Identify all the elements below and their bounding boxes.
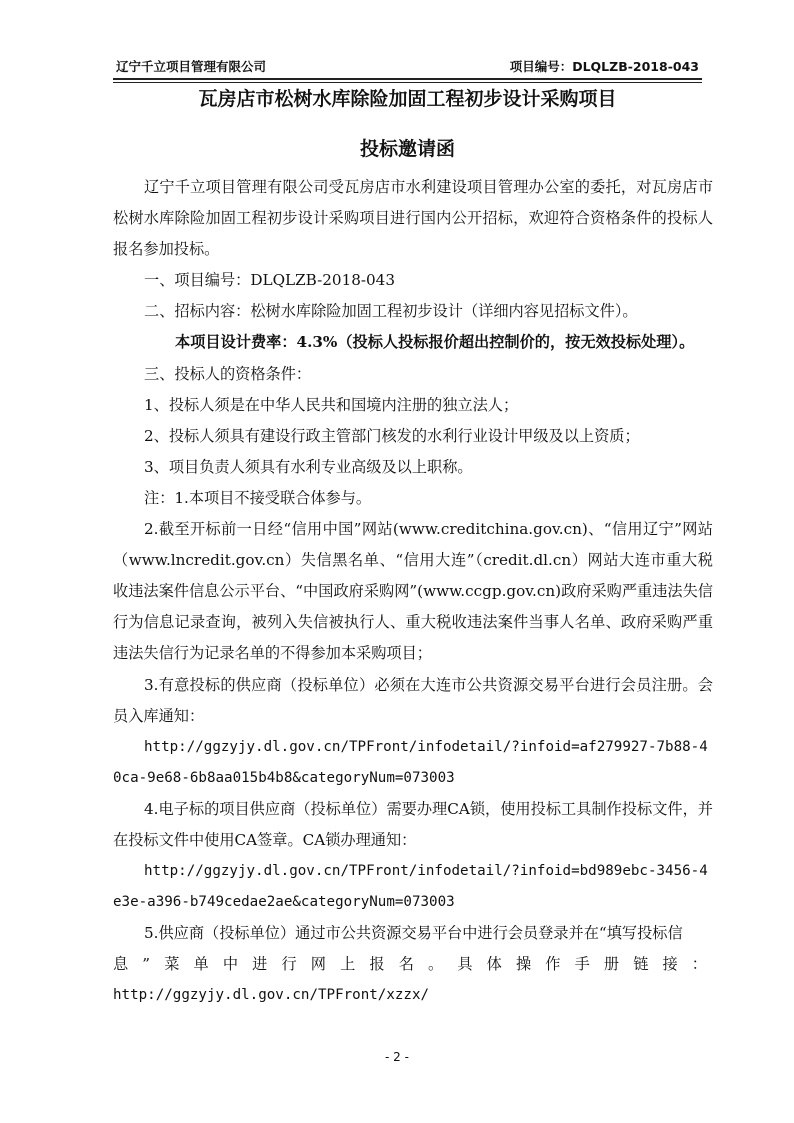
- document-body: [113, 172, 713, 1012]
- note-5-line-1: 5.供应商（投标单位）通过市公共资源交易平台中进行会员登录并在“填写投标信: [144, 924, 683, 943]
- note-1: 注：1.本项目不接受联合体参与。: [144, 488, 372, 507]
- item-project-no: 一、项目编号：DLQLZB-2018-043: [144, 271, 396, 290]
- note-2: 2.截至开标前一日经“信用中国”网站(www.creditchina.gov.cn)、“信用辽宁”网站（www.lncredit.gov.cn）失信黑名单、“信用大连”（credit.dl.cn）网站大连市重大税收违法案件信息公示平台、“中国政府采购网”(www.ccgp.gov.cn)政府采购严重违法失信行为信息记录查询，被列入失信被执行人、重大税收违法案件当事人名单、政府采购严重违法失信行为记录名单的不得参加本采购项目；: [113, 520, 713, 663]
- header-company: 辽宁千立项目管理有限公司: [116, 59, 267, 74]
- document-title: 瓦房店市松树水库除险加固工程初步设计采购项目: [198, 88, 617, 110]
- ca-lock-link[interactable]: http://ggzyjy.dl.gov.cn/TPFront/infodetail/?infoid=bd989ebc-3456-4e3e-a396-b749cedae2ae&categoryNum=073003: [113, 863, 708, 911]
- intro-paragraph: 辽宁千立项目管理有限公司受瓦房店市水利建设项目管理办公室的委托，对瓦房店市松树水库除险加固工程初步设计采购项目进行国内公开招标，欢迎符合资格条件的投标人报名参加投标。: [113, 178, 713, 259]
- member-registration-link[interactable]: http://ggzyjy.dl.gov.cn/TPFront/infodetail/?infoid=af279927-7b88-40ca-9e68-6b8aa015b4b8&categoryNum=073003: [113, 738, 708, 786]
- page-number: - 2 -: [385, 1050, 409, 1064]
- requirement-3: 3、项目负责人须具有水利专业高级及以上职称。: [144, 457, 473, 476]
- item-qualifications: 三、投标人的资格条件：: [144, 364, 312, 383]
- manual-link[interactable]: http://ggzyjy.dl.gov.cn/TPFront/xzzx/: [113, 987, 430, 1004]
- page-header: [113, 50, 702, 80]
- document-subtitle: 投标邀请函: [359, 138, 455, 160]
- note-3: 3.有意投标的供应商（投标单位）必须在大连市公共资源交易平台进行会员注册。会员入库通知：: [113, 675, 713, 725]
- header-project-no: 项目编号：DLQLZB-2018-043: [509, 59, 699, 74]
- requirement-1: 1、投标人须是在中华人民共和国境内注册的独立法人；: [144, 395, 519, 414]
- item-tender-content: 二、招标内容：松树水库除险加固工程初步设计（详细内容见招标文件）。: [144, 302, 638, 321]
- fee-rate-note: 本项目设计费率：4.3%（投标人投标报价超出控制价的，按无效投标处理）。: [175, 333, 695, 352]
- requirement-2: 2、投标人须具有建设行政主管部门核发的水利行业设计甲级及以上资质；: [144, 426, 640, 445]
- header-divider: [113, 82, 702, 83]
- note-5-line-2: 息”菜单中进行网上报名。具体操作手册链接：: [113, 955, 713, 974]
- note-4: 4.电子标的项目供应商（投标单位）需要办理CA锁，使用投标工具制作投标文件，并在投标文件中使用CA签章。CA锁办理通知：: [113, 799, 713, 849]
